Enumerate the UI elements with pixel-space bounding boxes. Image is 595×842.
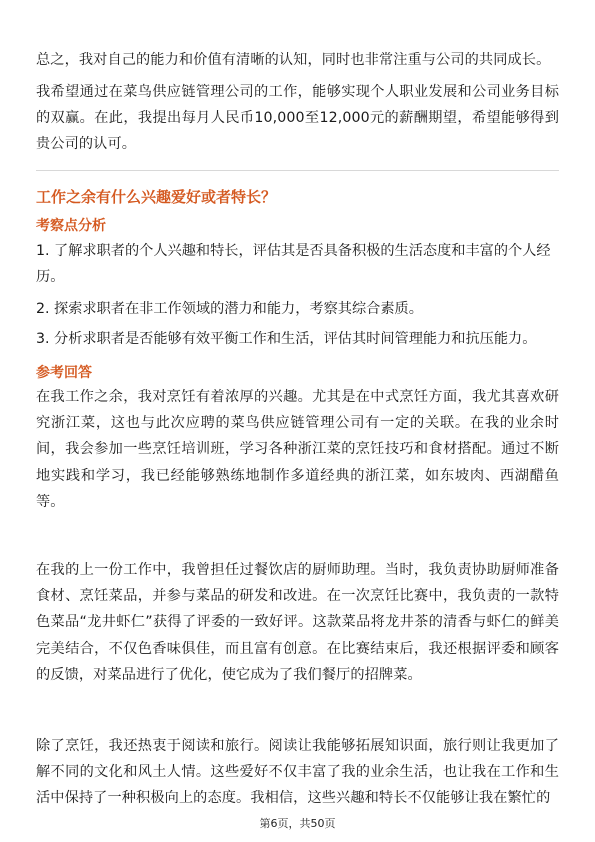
analysis-item-1: 1. 了解求职者的个人兴趣和特长，评估其是否具备积极的生活态度和丰富的个人经历。 bbox=[36, 243, 551, 286]
section-divider bbox=[36, 170, 559, 171]
analysis-label: 考察点分析 bbox=[36, 218, 106, 234]
intro-line: 总之，我对自己的能力和价值有清晰的认知，同时也非常注重与公司的共同成长。 bbox=[36, 52, 551, 68]
question-heading: 工作之余有什么兴趣爱好或者特长？ bbox=[36, 188, 277, 206]
analysis-item-2: 2. 探索求职者在非工作领域的潜力和能力，考察其综合素质。 bbox=[36, 301, 423, 317]
analysis-item-3: 3. 分析求职者是否能够有效平衡工作和生活，评估其时间管理能力和抗压能力。 bbox=[36, 331, 537, 347]
answer-paragraph-1: 在我工作之余，我对烹饪有着浓厚的兴趣。尤其是在中式烹饪方面，我尤其喜欢研究浙江菜，这也与此次应聘的菜鸟供应链管理公司有一定的关联。在我的业余时间，我会参加一些烹饪培训班，学习各种浙江菜的烹饪技巧和食材搭配。通过不断地实践和学习，我已经能够熟练地制作多道经典的浙江菜，如东坡肉、西湖醋鱼等。 bbox=[36, 389, 559, 510]
intro-paragraph: 我希望通过在菜鸟供应链管理公司的工作，能够实现个人职业发展和公司业务目标的双赢。在此，我提出每月人民币10,000至12,000元的薪酬期望，希望能够得到贵公司的认可。 bbox=[36, 84, 559, 153]
answer-paragraph-2: 在我的上一份工作中，我曾担任过餐饮店的厨师助理。当时，我负责协助厨师准备食材、烹饪菜品，并参与菜品的研发和改进。在一次烹饪比赛中，我负责的一款特色菜品“龙井虾仁”获得了评委的一致好评。这款菜品将龙井茶的清香与虾仁的鲜美完美结合，不仅色香味俱佳，而且富有创意。在比赛结束后，我还根据评委和顾客的反馈，对菜品进行了优化，使它成为了我们餐厅的招牌菜。 bbox=[36, 562, 559, 683]
answer-label: 参考回答 bbox=[36, 365, 92, 381]
answer-paragraph-3: 除了烹饪，我还热衷于阅读和旅行。阅读让我能够拓展知识面，旅行则让我更加了解不同的文化和风土人情。这些爱好不仅丰富了我的业余生活，也让我在工作和生活中保持了一种积极向上的态度。我相信，这些兴趣和特长不仅能够让我在繁忙的 bbox=[36, 738, 559, 807]
page-number: 第6页，共50页 bbox=[259, 817, 336, 830]
